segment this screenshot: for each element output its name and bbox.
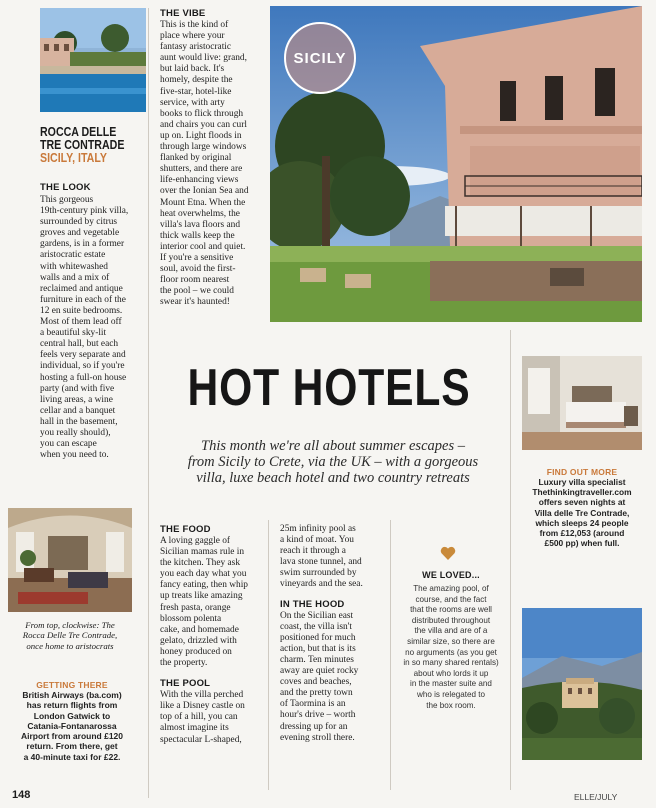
text-line: This is the kind of <box>160 20 229 30</box>
text-line: On the Sicilian east <box>280 610 354 621</box>
text-line: Villa delle Tre Contrade, <box>534 507 630 518</box>
column-rule <box>510 330 511 790</box>
pool-continued-section <box>280 524 388 744</box>
text-line: individual, so if you're <box>40 361 125 372</box>
standfirst-line: This month we're all about summer escapes – <box>201 438 465 454</box>
section-heading: THE POOL <box>160 678 211 690</box>
text-line: hour's drive – worth <box>280 710 356 721</box>
text-line: The amazing pool, of <box>413 584 489 593</box>
hilltop-villa-photo <box>522 608 642 760</box>
pool-photo <box>40 8 146 112</box>
sicily-badge: SICILY <box>284 22 356 94</box>
text-line: interior cool and quiet. <box>160 241 246 252</box>
text-line: Luxury villa specialist <box>538 477 626 487</box>
text-line: With the villa perched <box>160 690 244 701</box>
text-line: and the pretty town <box>280 688 353 699</box>
text-line: vineyards and the sea. <box>280 579 363 590</box>
text-line: from £12,053 (around <box>539 528 625 539</box>
text-line: coves and beaches, <box>280 677 352 688</box>
text-line: up on. Light floods in <box>160 130 242 141</box>
text-line: Sicilian mamas rule in <box>160 547 245 558</box>
text-line: floor room nearest <box>160 275 230 286</box>
text-line: evening stroll there. <box>280 732 355 743</box>
text-line: over the Ionian Sea and <box>160 186 249 197</box>
text-line: a kind of moat. You <box>280 535 354 546</box>
text-line: aunt would live: grand, <box>160 53 247 64</box>
text-line: coast, the villa isn't <box>280 621 352 632</box>
text-line: 25m infinity pool as <box>280 524 356 534</box>
text-line: similar size, so there are <box>407 636 495 646</box>
text-line: in the master suite and <box>410 679 492 689</box>
text-line: action, but that is its <box>280 643 356 654</box>
text-line: This gorgeous <box>40 195 94 205</box>
text-line: offers seven nights at <box>538 497 626 508</box>
section-heading: IN THE HOOD <box>280 598 345 610</box>
text-line: reclaimed and antique <box>40 283 123 294</box>
text-line: the villa and are of a <box>414 626 488 636</box>
text-line: five-star, hotel-like <box>160 86 232 97</box>
we-loved-section <box>396 570 506 711</box>
text-line: 12 en suite bedrooms. <box>40 305 123 316</box>
hotel-name: ROCCA DELLE <box>40 125 117 139</box>
text-line: hosting a full-on house <box>40 372 127 383</box>
text-line: shutters, and there are <box>160 164 243 175</box>
text-line: If you're a sensitive <box>160 252 234 263</box>
text-line: return. From there, get <box>26 741 118 752</box>
text-line: villa's lava floors and <box>160 219 241 230</box>
text-line: with whitewashed <box>40 261 108 272</box>
text-line: aristocratic estate <box>40 250 106 261</box>
text-line: fantasy aristocratic <box>160 42 232 53</box>
text-line: when you need to. <box>40 450 109 461</box>
text-line: London Gatwick to <box>33 710 111 721</box>
text-line: heat overwhelms, the <box>160 208 240 219</box>
section-heading: THE FOOD <box>160 524 211 535</box>
text-line: no arguments (as you get <box>405 647 497 657</box>
text-line: books to flick through <box>160 108 244 119</box>
section-heading: THE VIBE <box>160 8 206 19</box>
text-line: you can escape <box>40 439 97 450</box>
text-line: honey produced on <box>160 646 232 657</box>
the-vibe-section <box>160 8 268 308</box>
text-line: like a Disney castle on <box>160 701 245 712</box>
the-food-text <box>160 536 266 669</box>
text-line: the property. <box>160 658 208 669</box>
text-line: the kitchen. They ask <box>160 558 241 569</box>
text-line: gardens, is in a former <box>40 239 125 250</box>
column-rule <box>390 520 391 790</box>
text-line: party (and with five <box>40 383 115 394</box>
text-line: spectacular L-shaped, <box>160 734 242 745</box>
text-line: the box room. <box>426 700 476 710</box>
text-line: charm. Ten minutes <box>280 654 354 665</box>
interior-photo <box>8 508 132 612</box>
text-line: that the rooms are well <box>410 605 492 615</box>
magazine-footer: ELLE/JULY <box>574 792 618 802</box>
text-line: and chairs you can curl <box>160 119 247 130</box>
text-line: A loving gaggle of <box>160 536 231 546</box>
bedroom-photo <box>522 356 642 450</box>
find-out-more-section <box>514 467 650 548</box>
text-line: a 40-minute taxi for £22. <box>23 751 121 762</box>
text-line: distributed throughout <box>411 615 491 625</box>
standfirst-line: villa, luxe beach hotel and two country retreats <box>196 470 470 486</box>
text-line: a beautiful sky-lit <box>40 328 107 339</box>
heart-icon <box>440 545 456 561</box>
text-line: cellar and a banquet <box>40 405 116 416</box>
text-line: central hall, but each <box>40 339 119 350</box>
standfirst <box>168 438 498 486</box>
section-heading: FIND OUT MORE <box>546 467 618 477</box>
the-look-text <box>40 195 146 461</box>
text-line: thick walls keep the <box>160 230 235 241</box>
section-heading: GETTING THERE <box>36 680 108 690</box>
photo-caption <box>8 620 132 651</box>
text-line: Mount Etna. When the <box>160 197 246 208</box>
the-look-section <box>40 182 146 461</box>
text-line: blossom polenta <box>160 613 222 624</box>
caption-line: From top, clockwise: The <box>25 620 115 630</box>
text-line: of Taormina is an <box>280 699 346 710</box>
text-line: positioned for much <box>280 632 356 643</box>
text-line: service, with arty <box>160 97 225 108</box>
text-line: but laid back. It's <box>160 64 225 75</box>
standfirst-line: from Sicily to Crete, via the UK – with a gorgeous <box>187 454 479 470</box>
text-line: walls and a mix of <box>40 272 110 283</box>
text-line: life-enhancing views <box>160 175 239 186</box>
text-line: you really should), <box>40 427 111 438</box>
text-line: has return flights from <box>26 700 118 711</box>
section-heading: THE LOOK <box>40 182 91 193</box>
text-line: gelato, drizzled with <box>160 635 237 646</box>
page-number: 148 <box>12 789 31 801</box>
text-line: place where your <box>160 31 225 42</box>
text-line: swear it's haunted! <box>160 297 230 308</box>
column-rule <box>268 520 269 790</box>
the-pool-text <box>160 690 266 745</box>
getting-there-section <box>10 680 134 762</box>
text-line: up treats like amazing <box>160 591 243 602</box>
text-line: dressing up for an <box>280 721 348 732</box>
text-line: Catania-Fontanarossa <box>27 720 117 731</box>
text-line: swim surrounded by <box>280 568 357 579</box>
text-line: almost imagine its <box>160 723 229 734</box>
text-line: hall in the basement, <box>40 416 118 427</box>
caption-line: Rocca Delle Tre Contrade, <box>22 630 118 641</box>
text-line: course, and the fact <box>415 594 487 604</box>
text-line: who is relegated to <box>417 689 485 699</box>
find-out-more-text <box>514 477 650 548</box>
hotel-location: SICILY, ITALY <box>40 151 107 165</box>
text-line: about who lords it up <box>413 668 489 678</box>
text-line: homely, despite the <box>160 75 233 86</box>
text-line: you each day what you <box>160 569 247 580</box>
caption-line: once home to aristocrats <box>26 640 114 651</box>
text-line: through large windows <box>160 142 247 153</box>
section-heading: WE LOVED... <box>422 570 480 580</box>
text-line: £500 pp) when full. <box>544 538 620 549</box>
text-line: the pool – we could <box>160 286 234 297</box>
text-line: away are quiet rocky <box>280 666 359 677</box>
text-line: furniture in each of the <box>40 294 126 305</box>
column-rule <box>148 8 149 798</box>
the-food-section <box>160 524 266 746</box>
text-line: surrounded by citrus <box>40 217 118 228</box>
text-line: reach it through a <box>280 546 346 557</box>
page-title: HOT HOTELS <box>187 359 471 417</box>
hotel-name: TRE CONTRADE <box>40 138 125 152</box>
text-line: cake, and homemade <box>160 624 239 635</box>
text-line: Most of them lead off <box>40 317 122 328</box>
text-line: Airport from around £120 <box>20 731 124 742</box>
text-line: top of a hill, you can <box>160 712 238 723</box>
the-pool-continued-text <box>280 524 388 591</box>
text-line: in so many shared rentals) <box>403 658 499 668</box>
getting-there-text <box>10 690 134 762</box>
text-line: lava stone tunnel, and <box>280 557 362 568</box>
text-line: fresh pasta, orange <box>160 602 231 613</box>
text-line: fancy eating, then whip <box>160 580 248 591</box>
text-line: living areas, a wine <box>40 394 113 405</box>
we-loved-text <box>396 584 506 711</box>
text-line: soul, avoid the first- <box>160 264 236 275</box>
text-line: which sleeps 24 people <box>535 517 629 528</box>
text-line: British Airways (ba.com) <box>22 690 122 700</box>
the-vibe-text <box>160 20 268 308</box>
text-line: 19th-century pink villa, <box>40 206 129 217</box>
text-line: feels very separate and <box>40 350 126 361</box>
text-line: Thethinkingtraveller.com <box>532 487 632 498</box>
text-line: flanked by original <box>160 153 232 164</box>
in-the-hood-text <box>280 611 388 744</box>
text-line: groves and vegetable <box>40 228 120 239</box>
